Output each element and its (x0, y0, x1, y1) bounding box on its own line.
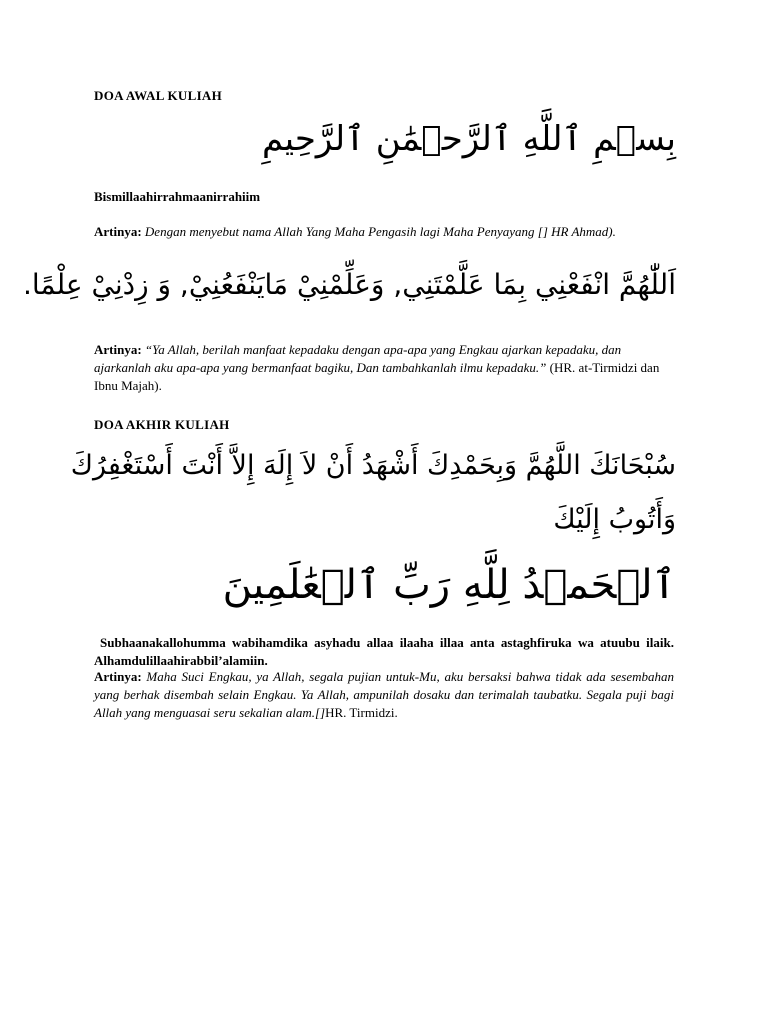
hamdalah-arabic: ٱلۡحَمۡدُ لِلَّهِ رَبِّ ٱلۡعَٰلَمِينَ (222, 562, 676, 608)
doa-awal-arabic: اَللّٰهُمَّ انْفَعْنِي بِمَا عَلَّمْتَنِي, وَعَلِّمْنِيْ مَايَنْفَعُنِيْ, وَ زِدْنِيْ عِلْمًا. (22, 268, 676, 301)
artinya-doa-akhir (94, 668, 674, 722)
artinya-text: Dengan menyebut nama Allah Yang Maha Pengasih lagi Maha Penyayang [] HR Ahmad). (144, 224, 616, 239)
artinya-label: Artinya: (94, 224, 142, 239)
artinya-text: “Ya Allah, berilah manfaat kepadaku dengan apa-apa yang Engkau ajarkan kepadaku, dan ajarkanlah aku apa-apa yang bermanfaat bagiku, Dan tambahkanlah ilmu kepadaku.” (94, 342, 622, 375)
heading-doa-akhir: DOA AKHIR KULIAH (94, 417, 230, 432)
artinya-source: HR. Tirmidzi. (325, 705, 398, 720)
artinya-text: Maha Suci Engkau, ya Allah, segala pujian untuk-Mu, aku bersaksi bahwa tidak ada sesembahan yang berhak disembah selain Engkau. Ya Allah, ampunilah dosaku dan terimalah taubatku. Segala puji bagi Allah yang menguasai seru sekalian alam.[] (94, 669, 675, 720)
artinya-label: Artinya: (94, 342, 142, 357)
doa-akhir-arabic-line2: وَأَتُوبُ إِلَيْكَ (553, 504, 676, 535)
artinya-basmalah (94, 223, 674, 241)
basmalah-latin: Bismillaahirrahmaanirrahiim (94, 189, 261, 204)
doa-akhir-arabic-line1: سُبْحَانَكَ اللَّهُمَّ وَبِحَمْدِكَ أَشْهَدُ أَنْ لاَ إِلَهَ إِلاَّ أَنْتَ أَسْتَغْفِرُكَ (70, 450, 676, 481)
artinya-label: Artinya: (94, 669, 142, 684)
artinya-source: (HR. at-Tirmidzi dan Ibnu Majah). (94, 360, 660, 393)
doa-akhir-latin: Subhaanakallohumma wabihamdika asyhadu allaa ilaaha illaa anta astaghfiruka wa atuubu ilaik. Alhamdulillaahirabbil’alamiin. (94, 635, 674, 668)
heading-doa-awal: DOA AWAL KULIAH (94, 88, 223, 103)
artinya-doa-awal (94, 341, 674, 395)
basmalah-arabic: بِسۡمِ ٱللَّهِ ٱلرَّحۡمَٰنِ ٱلرَّحِيمِ (262, 119, 676, 159)
